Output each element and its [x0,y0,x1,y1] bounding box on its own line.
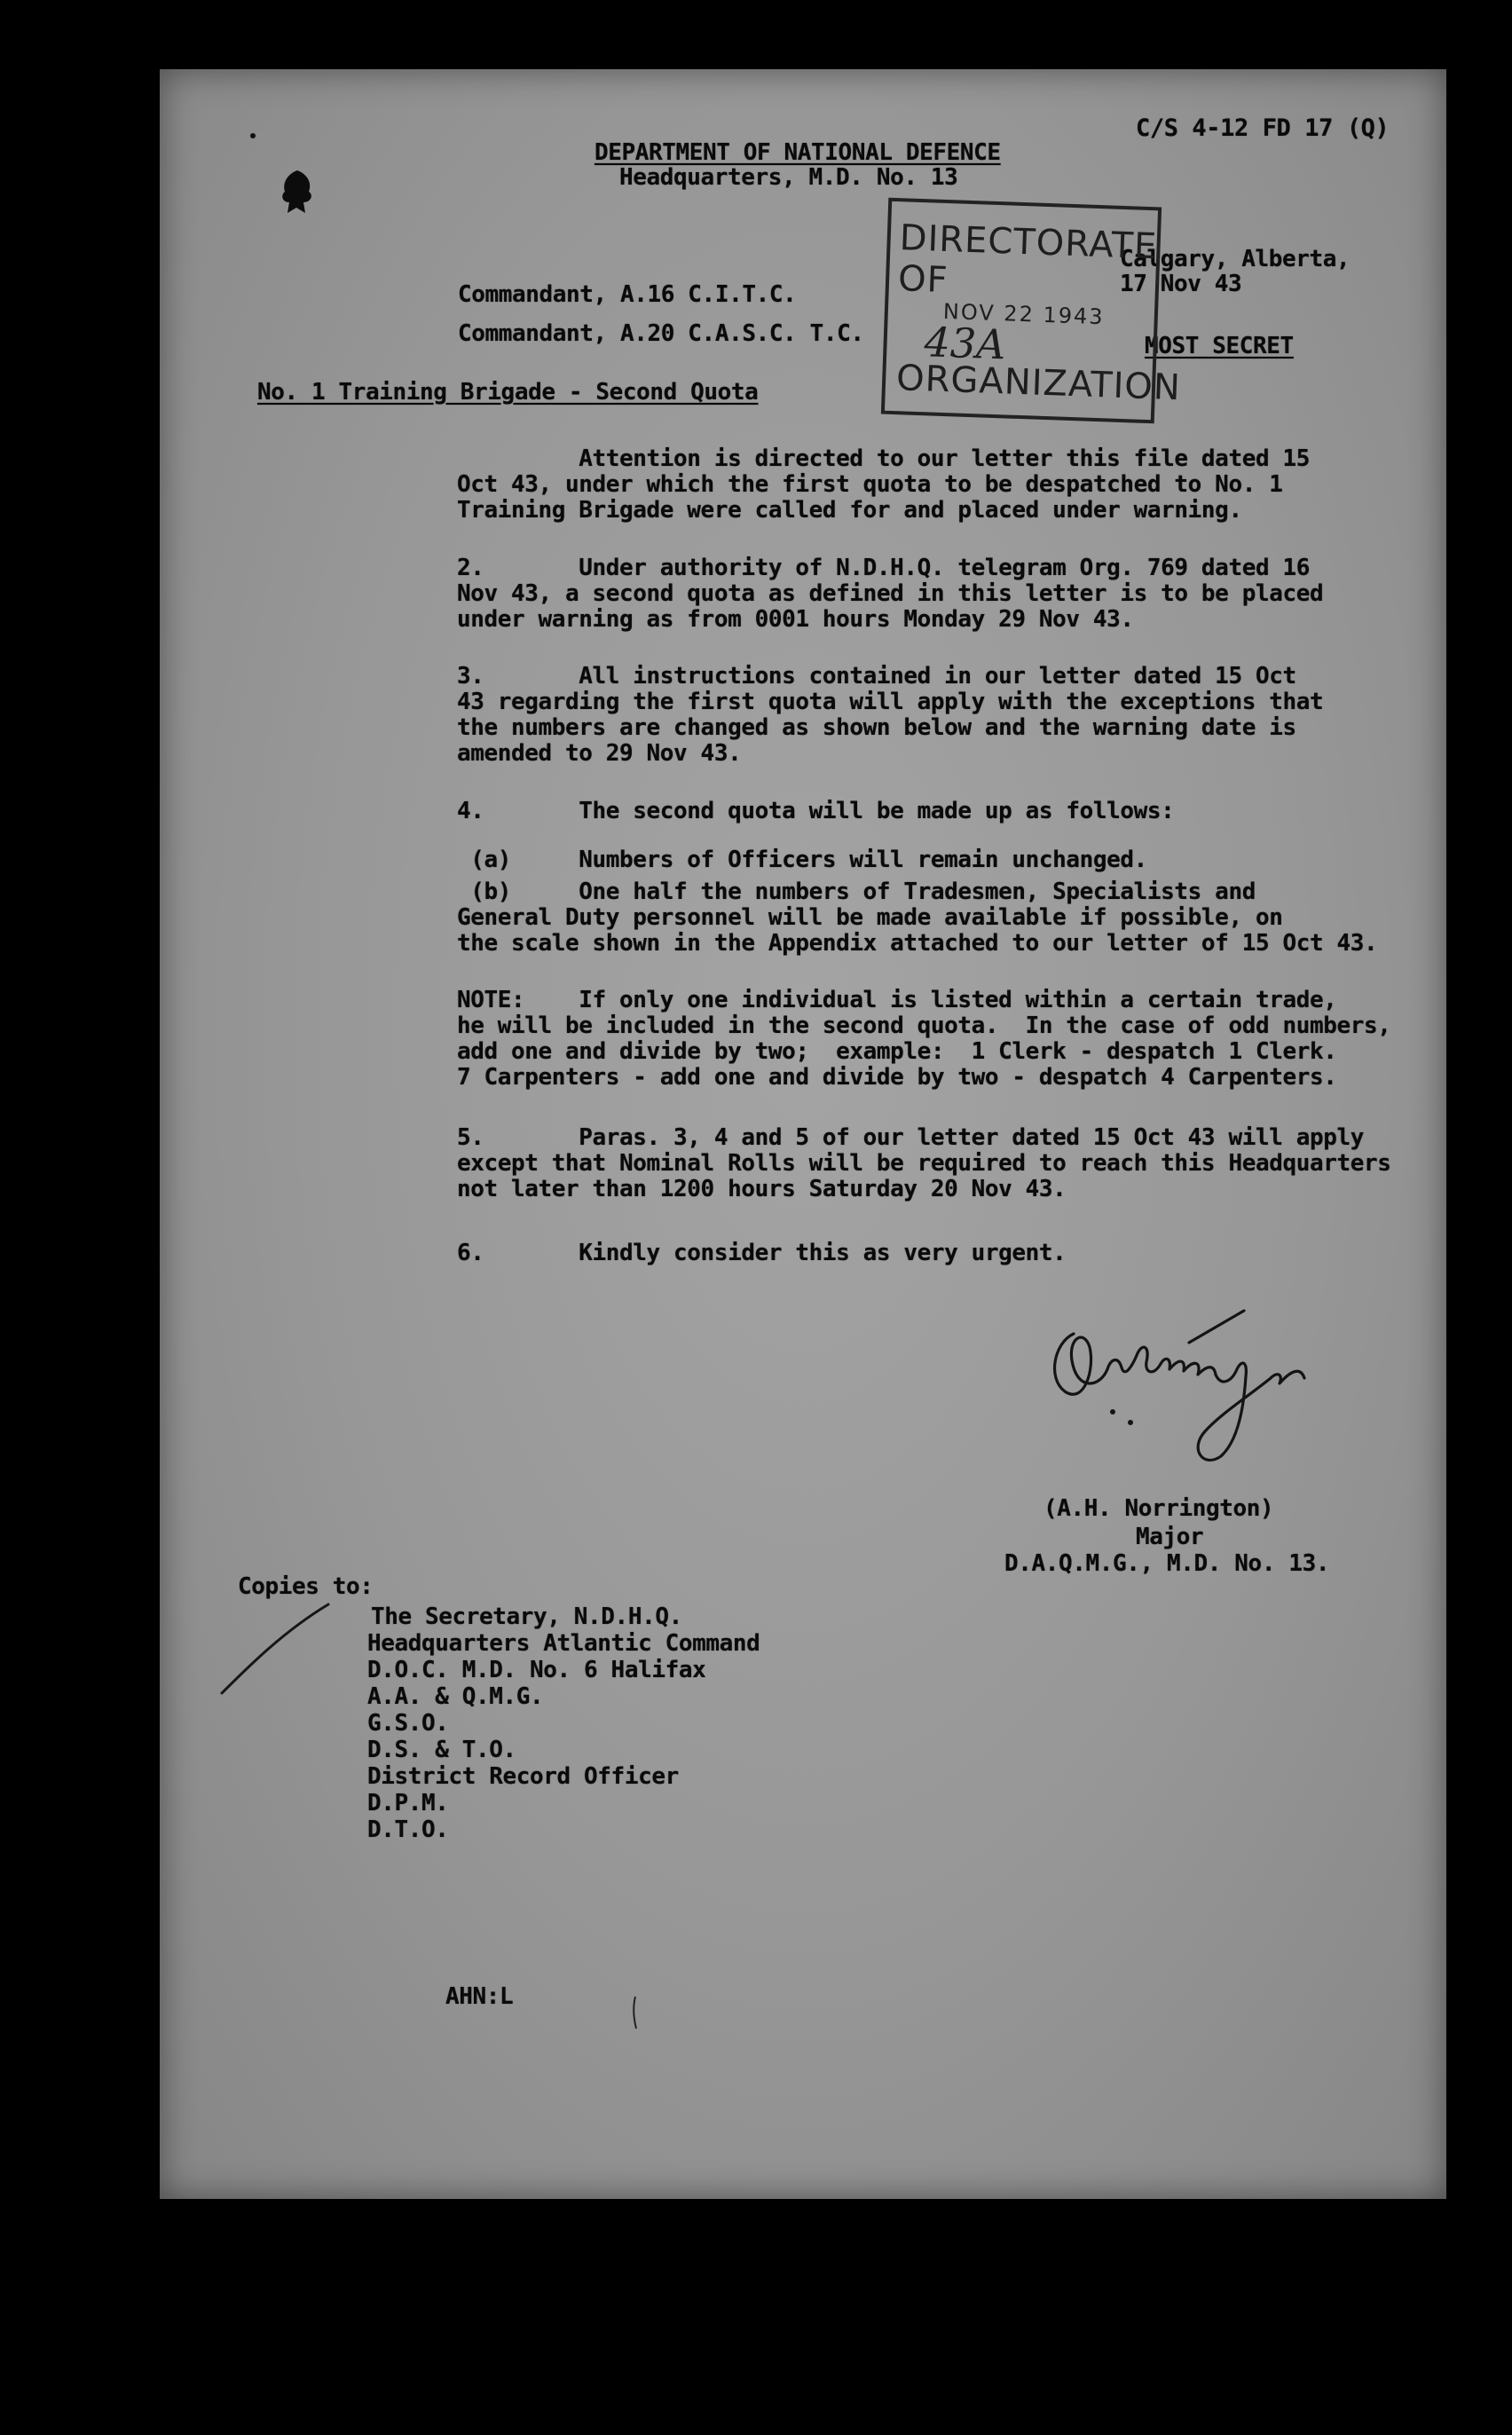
copy-recipient-2: Headquarters Atlantic Command [367,1630,760,1657]
letter-place: Calgary, Alberta, [1120,246,1351,272]
classification-marking: MOST SECRET [1145,333,1294,359]
department-heading: DEPARTMENT OF NATIONAL DEFENCE [595,139,1001,166]
paragraph-6: 6. Kindly consider this as very urgent. [457,1240,1067,1266]
paragraph-4a: (a) Numbers of Officers will remain unchanged. [457,847,1147,873]
copy-recipient-5: G.S.O. [367,1710,449,1737]
document-page [160,69,1446,2199]
signatory-rank: Major [1136,1524,1204,1550]
pencil-mark-icon [630,1995,641,2030]
paragraph-5: 5. Paras. 3, 4 and 5 of our letter dated 15 Oct 43 will apply except that Nominal Rolls will be required to reach this Headquarters not later than 1200 hours Saturday 20 Nov 43. [457,1124,1391,1202]
letter-date: 17 Nov 43 [1120,271,1242,297]
subject-line: No. 1 Training Brigade - Second Quota [257,379,759,406]
copy-recipient-6: D.S. & T.O. [367,1737,516,1763]
copy-recipient-4: A.A. & Q.M.G. [367,1683,544,1710]
paragraph-4b: (b) One half the numbers of Tradesmen, Specialists and General Duty personnel will be made available if possible, on the scale shown in the Appendix attached to our letter of 15 Oct 43. [457,879,1378,957]
handwritten-signature [1038,1307,1322,1476]
signatory-name: (A.H. Norrington) [1043,1495,1274,1522]
copy-recipient-8: D.P.M. [367,1790,449,1816]
addressee-1: Commandant, A.16 C.I.T.C. [458,281,797,308]
paragraph-3: 3. All instructions contained in our letter dated 15 Oct 43 regarding the first quota will apply with the exceptions that the numbers are changed as shown below and the warning date is amended to 29 Nov 43. [457,663,1324,767]
check-mark-icon [213,1596,337,1702]
stamp-line-2: ORGANIZATION [895,358,1182,409]
crest-icon [275,167,319,222]
copies-label: Copies to: [238,1573,374,1600]
paragraph-1: Attention is directed to our letter this file dated 15 Oct 43, under which the first quota to be despatched to No. 1 Training Brigade were called for and placed under warning. [457,445,1310,524]
speck [250,133,256,138]
copy-recipient-3: D.O.C. M.D. No. 6 Halifax [367,1657,706,1683]
typist-initials: AHN:L [445,1983,514,2010]
copy-recipient-9: D.T.O. [367,1816,449,1843]
copy-recipient-1: The Secretary, N.D.H.Q. [371,1604,682,1630]
copy-recipient-7: District Record Officer [367,1763,679,1790]
stamp-handwritten-number: 43A [923,318,1007,369]
addressee-2: Commandant, A.20 C.A.S.C. T.C. [458,320,864,347]
signatory-title: D.A.Q.M.G., M.D. No. 13. [1004,1550,1330,1577]
headquarters-heading: Headquarters, M.D. No. 13 [619,164,958,191]
note-paragraph: NOTE: If only one individual is listed within a certain trade, he will be included in the second quota. In the case of odd numbers, add one and divide by two; example: 1 Clerk - despatch 1 Clerk. 7 Carpenters - add one and divide by two - despatch 4 Carpenters. [457,987,1391,1091]
stamp-date: NOV 22 1943 [942,298,1106,330]
paragraph-2: 2. Under authority of N.D.H.Q. telegram Org. 769 dated 16 Nov 43, a second quota as defined in this letter is to be placed under warning as from 0001 hours Monday 29 Nov 43. [457,555,1324,633]
file-reference: C/S 4-12 FD 17 (Q) [1136,114,1390,142]
paragraph-4: 4. The second quota will be made up as follows: [457,798,1175,824]
stamp-line-1: DIRECTORATE OF [897,217,1159,302]
